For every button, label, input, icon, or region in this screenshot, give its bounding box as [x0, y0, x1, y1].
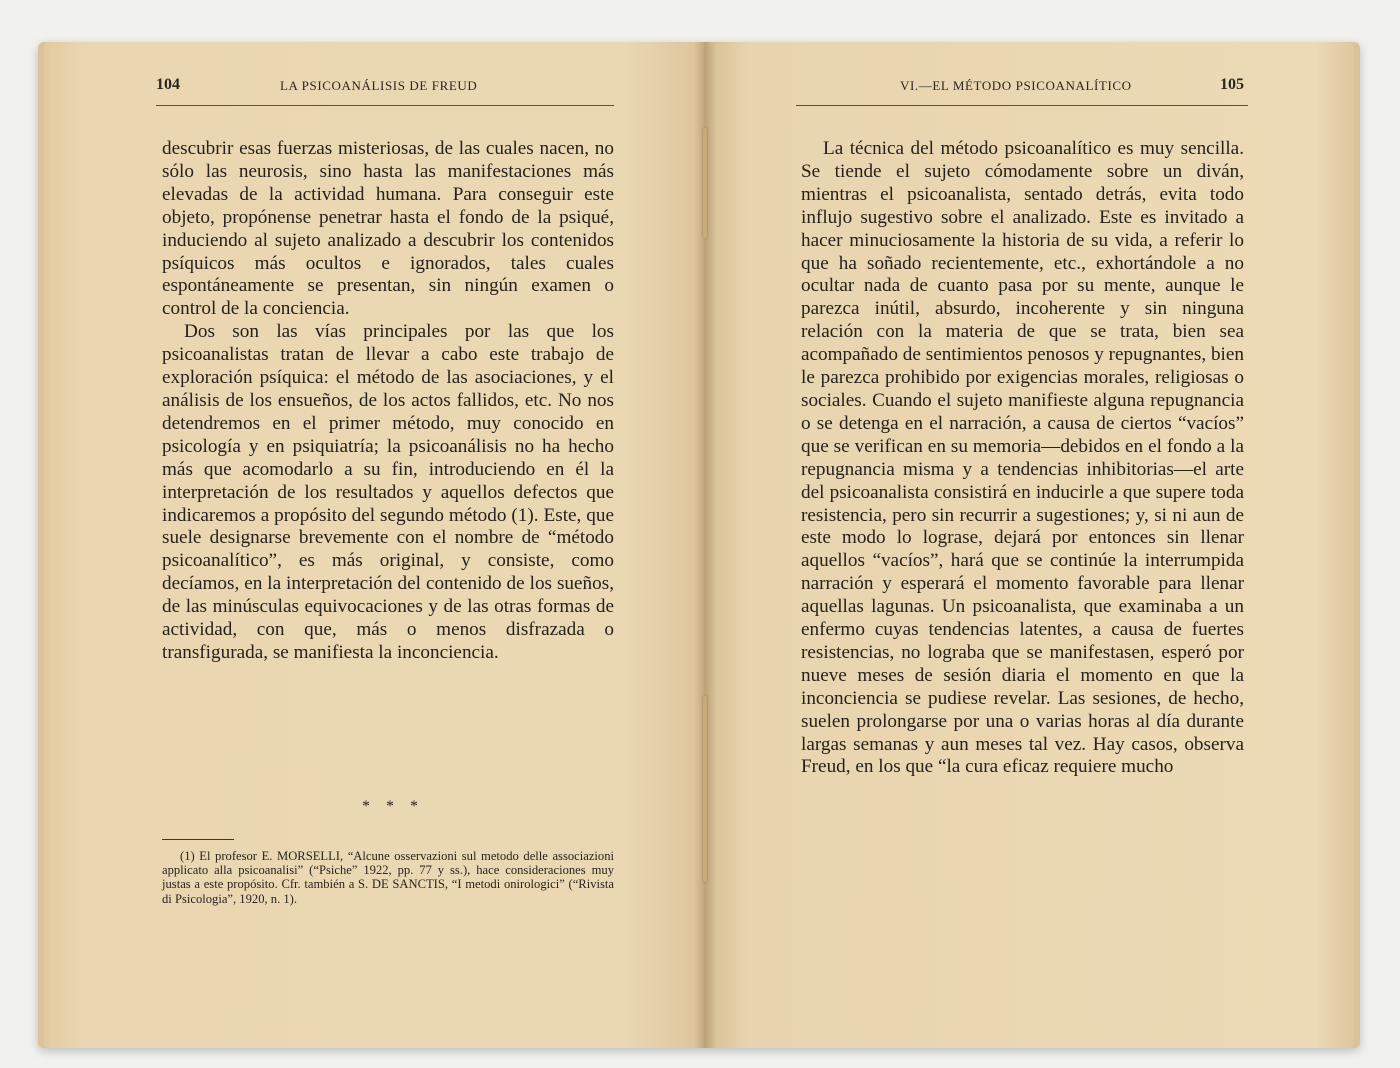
body-text — [162, 138, 614, 665]
paragraph: La técnica del método psicoanalítico es muy sencilla. Se tiende el sujeto cómodamente sobre un diván, mientras el psicoanalista, sentado detrás, evita todo influjo sugestivo sobre el analizado. Este es invitado a hacer minuciosamente la historia de su vida, a referir lo que ha soñado recientemente, etc., exhortándole a no ocultar nada de cuanto pasa por su mente, aunque le parezca inútil, absurdo, incoherente y sin ninguna relación con la materia de que se trata, bien sea acompañado de sentimientos penosos y repugnantes, bien le parezca prohibido por exigencias morales, religiosas o sociales. Cuando el sujeto manifieste alguna repugnancia o se detenga en el narración, a causa de ciertos “vacíos” que se verifican en su memoria—debidos en el fondo a la repugnancia misma y a tendencias inhibitorias—el arte del psicoanalista consistirá en inducirle a que supere toda resistencia, pero sin recurrir a sugestiones; y, si ni aun de este modo lo lograse, dejará por entonces sin llenar aquellos “vacíos”, hará que se continúe la interrumpida narración y esperará el momento favorable para llenar aquellas lagunas. Un psicoanalista, que examinaba a un enfermo cuyas tendencias latentes, a causa de fuertes resistencias, no lograba que se manifestasen, esperó por nueve meses de sesión diaria el momento en que la inconciencia se pudiese revelar. Las sesiones, de hecho, suelen prolongarse por una o varias horas al día durante largas semanas y aun meses tal vez. Hay casos, observa Freud, en los que “la cura eficaz requiere mucho — [801, 138, 1244, 778]
running-head: LA PSICOANÁLISIS DE FREUD — [280, 78, 478, 93]
open-book — [38, 42, 1360, 1048]
footnote-rule — [162, 839, 234, 840]
paragraph: Dos son las vías principales por las que los psicoanalistas tratan de llevar a cabo este trabajo de exploración psíquica: el método de las asociaciones, y el análisis de los ensueños, de los actos fallidos, etc. No nos detendremos en el primer método, muy conocido en psicología y en psiquiatría; la psicoanálisis no ha hecho más que acomodarlo a su fin, introduciendo en él la interpretación de los resultados y aquellos defectos que indicaremos a propósito del segundo método (1). Este, que suele designarse brevemente con el nombre de “método psicoanalítico”, es más original, y consiste, como decíamos, en la interpretación del contenido de los sueños, de las minúsculas equivocaciones y de las otras formas de actividad, con que, más o menos disfrazada o transfigurada, se manifiesta la inconciencia. — [162, 321, 614, 663]
page-number: 104 — [156, 76, 180, 93]
section-break: * * * — [362, 798, 424, 815]
left-page — [44, 42, 704, 1048]
head-rule — [156, 105, 614, 106]
page-number: 105 — [1220, 76, 1244, 93]
binding-stitch — [703, 696, 707, 882]
paragraph: descubrir esas fuerzas misteriosas, de las cuales nacen, no sólo las neurosis, sino hasta las manifestaciones más elevadas de la actividad humana. Para conseguir este objeto, propónense penetrar hasta el fondo de la psiqué, induciendo al sujeto analizado a descubrir los contenidos psíquicos más ocultos e ignorados, tales cuales espontáneamente se presentan, sin ningún examen o control de la conciencia. — [162, 138, 614, 320]
body-text — [801, 138, 1244, 779]
footnote-text: (1) El profesor E. MORSELLI, “Alcune osservazioni sul metodo delle associazioni applicato alla psicoanalisi” (“Psiche” 1922, pp. 77 y ss.), hace consideraciones muy justas a este propósito. Cfr. también a S. DE SANCTIS, “I metodi onirologici” (“Rivista di Psicologia”, 1920, n. 1). — [162, 849, 614, 906]
footnote — [162, 849, 614, 906]
binding-stitch — [703, 128, 707, 238]
right-page — [704, 42, 1354, 1048]
running-head: VI.—EL MÉTODO PSICOANALÍTICO — [900, 78, 1132, 93]
head-rule — [796, 105, 1248, 106]
